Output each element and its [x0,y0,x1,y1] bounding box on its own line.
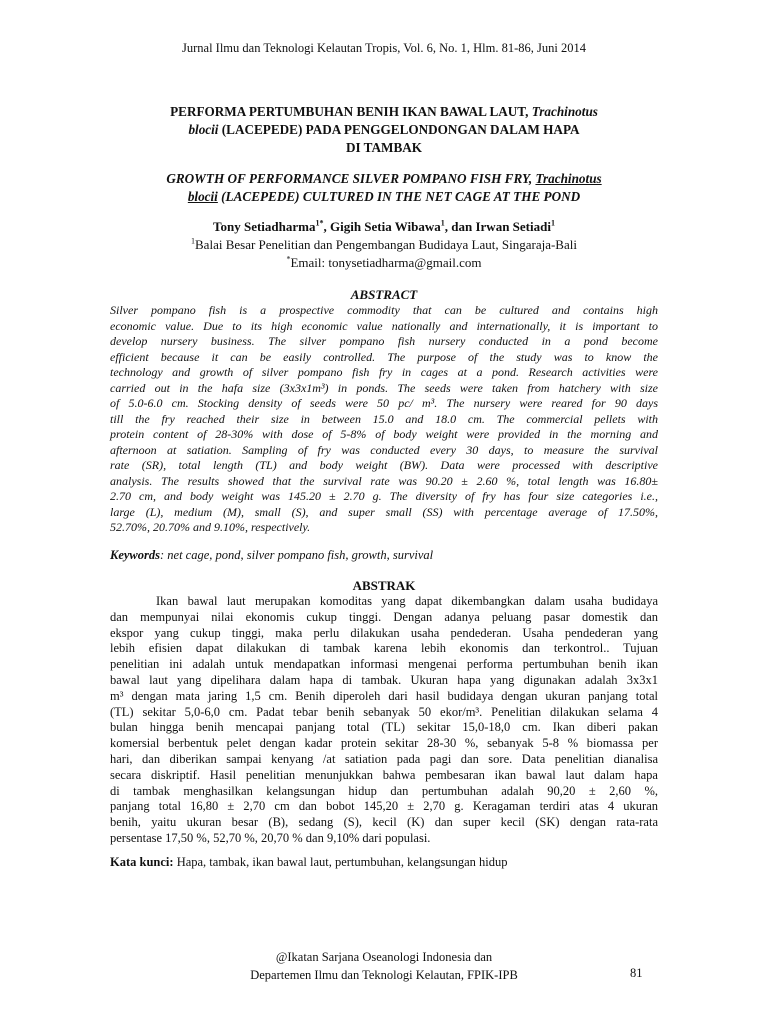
author-3: , dan Irwan Setiadi [444,219,551,234]
abstrak-line: (TL) sekitar 5,0-6,0 cm. Padat tebar benih sebanyak 50 ekor/m³. Penelitian dilakukan selama 4 [110,704,658,719]
abstract-line: technology and growth of silver pompano fish fry in cages at a pond. Research activities were [110,365,658,379]
title-en-line-2 [60,188,708,206]
abstract-line: of 5.0-6.0 cm. Stocking density of seeds were 50 pc/ m³. The nursery were reared for 90 days [110,396,658,410]
title-english [60,170,708,206]
abstrak-line: panjang total 16,80 ± 2,70 cm dan bobot 145,20 ± 2,70 g. Keragaman terdiri atas 4 ukuran [110,799,658,814]
footer-line-1: @Ikatan Sarjana Oseanologi Indonesia dan [275,950,493,964]
abstract-line: Silver pompano fish is a prospective commodity that can be cultured and contains high [110,303,658,317]
author-2-sup: 1 [440,218,445,228]
footer [0,948,768,984]
abstrak-line: lebih efisien dapat dilakukan di tambak karena lebih ekonomis dan terkontrol.. Tujuan [110,641,658,656]
title-en-line-1 [60,170,708,188]
journal-header: Jurnal Ilmu dan Teknologi Kelautan Tropis, Vol. 6, No. 1, Hlm. 81-86, Juni 2014 [182,41,586,55]
keywords [110,548,658,563]
affiliation-sup: 1 [191,236,196,246]
kata-kunci [110,855,658,870]
abstract-line: large (L), medium (M), small (S), and super small (SS) with percentage average of 17.50%, [110,504,658,519]
abstrak-line: benih, yaitu ukuran besar (B), sedang (S), kecil (K) dan super kecil (SK) dengan rata-rata [110,815,658,830]
abstrak-line: m³ dengan mata jaring 1,5 cm. Benih diperoleh dari hasil budidaya dengan ukuran panjang total [110,688,658,703]
keywords-label: Keywords [110,548,160,562]
affiliation-text: Balai Besar Penelitian dan Pengembangan Budidaya Laut, Singaraja-Bali [195,237,577,252]
abstrak-line: ekspor yang cukup tinggi, maka perlu dilakukan usaha pendederan. Usaha pendederan yang [110,625,658,640]
email [0,254,768,272]
page-number: 81 [630,966,643,980]
abstract-heading: ABSTRACT [350,287,418,302]
abstract-line: 2.70 cm, and body weight was 145.20 ± 2.70 g. The diversity of fry has four size categories i.e., [110,489,658,503]
title-id-line-3: DI TAMBAK [345,140,423,155]
author-1-sup: 1* [315,218,324,228]
title-en-species-2: blocii [187,189,218,204]
title-id-species: Trachinotus [531,104,598,119]
abstrak-line: secara diskriptif. Hasil penelitian menunjukkan bahwa pembesaran ikan bawal laut dalam hapa [110,767,658,782]
email-text[interactable]: Email: tonysetiadharma@gmail.com [290,255,482,270]
abstract-line: protein content of 28-30% with dose of 5-8% of body weight were provided in the morning and [110,427,658,441]
abstrak-body [110,594,658,847]
author-block [0,218,768,272]
keywords-text: : net cage, pond, silver pompano fish, growth, survival [160,548,434,562]
abstrak-line: komersial berbentuk pelet dengan kadar protein sekitar 28-30 %, sebanyak 5-8 % biomassa per [110,736,658,751]
abstrak-line: penelitian ini adalah untuk mendapatkan informasi mengenai performa pertumbuhan benih ikan [110,657,658,672]
email-sup: * [286,254,291,264]
title-id-species-2: blocii [188,122,219,137]
abstract-line: economic value. Due to its high economic value nationally and internationally, it is important to [110,318,658,333]
abstrak-line: bawal laut yang dipelihara dalam hapa di tambak. Ukuran hapa yang digunakan adalah 3x3x1 [110,672,658,687]
abstrak-line: dan mempunyai nilai ekonomis cukup tinggi. Dengan adanya peluang pasar domestik dan [110,609,658,624]
affiliation [0,236,768,254]
abstrak-heading: ABSTRAK [352,578,416,593]
title-en-line1-prefix: GROWTH OF PERFORMANCE SILVER POMPANO FISH FRY, [166,171,536,186]
kata-kunci-text: Hapa, tambak, ikan bawal laut, pertumbuhan, kelangsungan hidup [173,855,508,869]
abstract-line: analysis. The results showed that the survival rate was 90.20 ± 2.60 %, total length was 16.80± [110,473,658,488]
title-en-species: Trachinotus [535,171,602,186]
author-3-sup: 1 [550,218,555,228]
footer-line-2: Departemen Ilmu dan Teknologi Kelautan, FPIK-IPB [250,968,518,982]
title-id-line2-rest: (LACEPEDE) PADA PENGGELONDONGAN DALAM HAPA [218,122,580,137]
abstract-line: rate (SR), total length (TL) and body weight (BW). Data were processed with descriptive [110,458,658,472]
abstract-body [110,303,658,536]
abstract-line: develop nursery business. The silver pompano fish nursery conducted in a pond become [110,334,658,348]
abstract-line: efficient because it can be easily controlled. The purpose of the study was to know the [110,349,658,364]
abstrak-line: persentase 17,50 %, 52,70 %, 20,70 % dan 9,10% dari populasi. [110,830,431,845]
title-id-line1-prefix: PERFORMA PERTUMBUHAN BENIH IKAN BAWAL LAUT, [170,104,532,119]
abstrak-line: hari, dan diberikan sampai kenyang /at satiation pada pagi dan sore. Data penelitian dianalisa [110,751,658,766]
author-names [0,218,768,236]
title-id-line-2 [60,121,708,139]
abstract-line: till the fry reached their size in between 15.0 and 18.0 cm. The commercial pellets with [110,411,658,426]
abstract-line: 52.70%, 20.70% and 9.10%, respectively. [110,520,311,534]
author-2: , Gigih Setia Wibawa [323,219,441,234]
abstrak-line: bulan hingga benih mencapai panjang total (TL) sekitar 15,0-18,0 cm. Ikan diberi pakan [110,720,658,735]
abstrak-line: Ikan bawal laut merupakan komoditas yang dapat dikembangkan dalam usaha budidaya [156,594,658,608]
title-id-line-1 [60,103,708,121]
abstract-line: carried out in the hafa size (3x3x1m³) in ponds. The seeds were taken from hatchery with size [110,380,658,395]
title-en-line2-rest: (LACEPEDE) CULTURED IN THE NET CAGE AT THE POND [217,189,581,204]
kata-kunci-label: Kata kunci: [110,855,174,869]
author-1: Tony Setiadharma [213,219,316,234]
abstrak-line: di tambak menghasilkan kelangsungan hidup dan pertumbuhan adalah 90,20 ± 2,60 %, [110,783,658,798]
abstract-line: afternoon at satiation. Sampling of fry was conducted every 30 days, to measure the survival [110,442,658,457]
title-indonesian [60,103,708,157]
